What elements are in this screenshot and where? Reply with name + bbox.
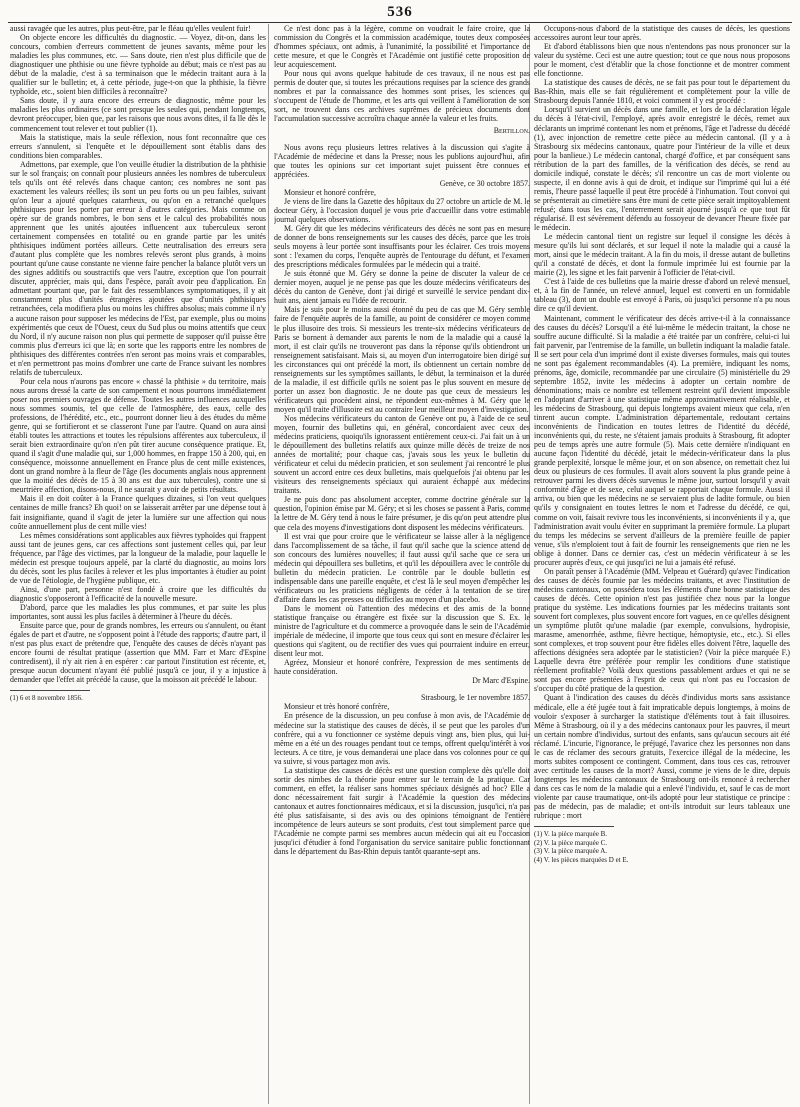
paragraph: Ainsi, d'une part, personne n'est fondé à croire que les difficultés du diagnostic s'opposeront à l'efficacité de la nouvelle mesure.	[10, 584, 266, 603]
paragraph: Quant à l'indication des causes du décès d'individus morts sans assistance médicale, elle a été jugée tout à fait impraticable depuis longtemps, à moins de vouloir s'exposer à surcharger la statistique d'éléments tout à fait illusoires. Même à Strasbourg, où il y a des médecins cantonaux pour les pauvres, il meurt un certain nombre d'individus, surtout des enfants, sans qu'aucun secours ait été réclamé. L'incurie, l'ignorance, le préjugé, l'avarice chez les personnes non dans le cas de réclamer des secours gratuits, l'exercice illégal de la médecine, les morts subites composent ce contingent. Comment, dans tous ces cas, retrouver avec certitude les causes de la mort? Aussi, comme je viens de le dire, depuis longtemps les médecins cantonaux de Strasbourg ont-ils renoncé à rechercher dans ces cas le nom de la maladie qui a enlevé l'individu, et, sauf le cas de mort violente par cause traumatique, ont-ils adopté pour leur statistique ce principe : pas de médecin, pas de maladie; et ont-ils introduit sur leurs tableaux une rubrique : mort	[534, 693, 790, 821]
footnote: (2) V. la pièce marquée C.	[534, 838, 608, 847]
footnote: (1) 6 et 8 novembre 1856.	[10, 694, 83, 703]
paragraph: Admettons, par exemple, que l'on veuille étudier la distribution de la phthisie sur le sol français; on connaît pour plusieurs années les nombres de tuberculeux tels qu'ils ont été relevés dans chaque canton; ces nombres ne sont pas exactement les valeurs réelles; ils sont un peu forts ou un peu faibles, suivant qu'on leur a ajouté quelques catarrheux, ou qu'on en a retranché quelques phthisiques pour les porter par erreur à d'autres catégories. Mais comme on opère sur de grands nombres, le bon sens et le calcul des probabilités nous apprennent que les unités ajoutées influencent aux tuberculeux seront certainement compensées en totalité ou en grande partie par les unités phthisiques indûment portées ailleurs. Cette neutralisation des erreurs sera d'autant plus complète que les nombres relevés seront plus grands, à moins pourtant qu'une cause constante ne vienne faire pencher la balance plutôt vers un des signes additifs ou soustractifs que vers l'autre, exception que l'on pourrait discuter, apprécier, mais qui, dans l'espèce, paraît avoir peu d'application. En admettant pourtant que, par le fait des ressemblances symptomatiques, il y ait constamment plus d'unités étrangères ajoutées que d'unités phthisiques retranchées, cela modifiera plus ou moins les chiffres absolus; mais comme il n'y a aucune raison pour supposer les médecins de l'Est, par exemple, plus ou moins expérimentés que ceux de l'Ouest, ceux du Sud plus ou moins attentifs que ceux du Nord, il n'y aucune raison non plus qui permette de supposer qu'il puisse être commis plus d'erreurs ici que là; en sorte que les rapports entre les nombres de phthisiques des différentes contrées n'en seront pas moins vrais et comparables, et n'en permettront pas moins d'ombrer une carte de France suivant les nombres relatifs de tuberculeux.	[10, 159, 266, 377]
paragraph: Il est vrai que pour croire que le vérificateur se laisse aller à la négligence dans l'accomplissement de sa tâche, il faut qu'il sache que la science attend de son concours des lumières nouvelles; il faut aussi qu'il sache que ce sera un médecin qui dépouillera ses bulletins, et qu'il les dépouillera avec le contrôle du bulletin du médecin praticien. Le contrôle par le double bulletin est indispensable dans une pareille enquête, et c'est là le seul moyen d'empêcher les vérificateurs ou les praticiens négligents de céder à la tentation de se tirer d'affaire dans les cas presses ou difficiles au moyen d'un placebo.	[274, 531, 530, 604]
letter-place-date: Strasbourg, le 1er novembre 1857.	[421, 693, 530, 703]
paragraph: Le médecin cantonal tient un registre sur lequel il consigne les décès à mesure qu'ils lui sont déclarés, et sur lequel il note la maladie qui a causé la mort, ainsi que le médecin traitant. A la fin du mois, il dresse autant de bulletins qu'il a constaté de décès, et dont la formule imprimée lui est fournie par la mairie (2), les signe et les fait parvenir à l'officier de l'état-civil.	[534, 232, 790, 278]
column-divider	[268, 24, 269, 1104]
paragraph: Pour nous qui avons quelque habitude de ces travaux, il ne nous est pas permis de douter que, si toutes les précautions requises par la science des grands nombres et par la connaissance des hommes sont prises, les sciences qui s'occupent de l'étude de l'homme, et les arts qui veillent à l'amélioration de son sort, ne trouvent dans ces archives suprêmes de précieux documents dont l'accumulation successive accroîtra chaque année la valeur et les fruits.	[274, 69, 530, 124]
column-3	[534, 24, 790, 1102]
paragraph: Je suis étonné que M. Géry se donne la peine de discuter la valeur de ce dernier moyen, auquel je ne pense pas que les douze médecins vérificateurs des décès du canton de Genève, dont j'ai dirigé et surveillé le service pendant dix-huit ans, aient jamais eu l'idée de recourir.	[274, 269, 530, 306]
paragraph: Maintenant, comment le vérificateur des décès arrive-t-il à la connaissance des causes du décès? Lorsqu'il a été lui-même le médecin traitant, la chose ne souffre aucune difficulté. Si la maladie a été traitée par un confrère, celui-ci lui fait parvenir, par l'entremise de la famille, un bulletin indiquant la maladie fatale. Il se sert pour cela d'un imprimé dont il existe diverses formules, mais qui toutes ne sont pas également recommandables (4). La première, indiquant les noms, prénoms, âge, domicile, recommandée par une circulaire (5) ministérielle du 29 septembre 1852, invite les médecins à adopter un certain nombre de dénominations; mais ce nombre est tellement restreint qu'il devient impossible en l'adoptant d'arriver à une statistique même approximativement réalisable, et les médecins de Strasbourg, qui depuis longtemps avaient mieux que cela, n'en tinrent aucun compte. L'administration départementale, redoutant certains inconvénients de l'indication en toutes lettres de l'identité du décédé, inconvénients qui, du reste, ne s'étaient jamais produits à Strasbourg, fit adopter peu de temps après une autre formule (5). Mais cette dernière n'indiquant en aucune façon l'identité du décédé, jetait le médecin-vérificateur dans la plus grande perplexité, lorsque le même jour, et on son absence, on remettait chez lui deux ou plusieurs de ces formules. Il avait alors souvent la plus grande peine à retrouver parmi les divers décès survenus le même jour, surtout lorsqu'il y avait conformité d'âge et de sexe, celui auquel se rapportait chaque formule. Aussi il arriva, ou bien que les médecins ne se servaient plus de ladite formule, ou bien qu'ils y consignaient en toutes lettres le nom et l'adresse du décédé, ce qui, comme on voit, faisait revivre tous les inconvénients, si inconvénients il y a, que l'administration avait voulu éviter en supprimant la première formule. La plupart du temps les médecins se servent d'ailleurs de la première feuille de papier venue, s'ils n'emploient tout à fait de fournir les renseignements que rien ne les oblige à donner. Dans ce dernier cas, c'est un médecin vérificateur à se les procurer auprès d'eux, ce qui jusqu'ici ne lui a jamais été refusé.	[534, 313, 790, 567]
paragraph: Dans le moment où l'attention des médecins et des amis de la bonne statistique française ou étrangère est fixée sur la discussion que S. Ex. le ministre de l'agriculture et du commerce a provoquée dans le sein de l'Académie impériale de médecine, il importe que tous ceux qui sont en mesure d'éclairer les questions qui s'agitent, ou de rectifier des vues qui pourraient induire en erreur, disent leur mot.	[274, 603, 530, 659]
paragraph: Mais la statistique, mais la seule réflexion, nous font reconnaître que ces erreurs s'annulent, si l'enquête et le dépouillement sont établis dans des conditions bien comparables.	[10, 132, 266, 160]
header-rule	[8, 22, 792, 23]
paragraph: D'abord, parce que les maladies les plus communes, et par suite les plus importantes, sont aussi les plus faciles à déterminer à l'heure du décès.	[10, 603, 266, 622]
signature: Dr Marc d'Espine.	[472, 676, 530, 686]
paragraph: Agréez, Monsieur et honoré confrère, l'expression de mes sentiments de haute considération.	[274, 658, 530, 677]
paragraph: On objecte encore les difficultés du diagnostic. — Voyez, dit-on, dans les concours, combien d'erreurs commettent de jeunes savants, même pour les maladies les plus communes, etc. — Sans doute, rien n'est plus difficile que de diagnostiquer une phthisie ou une fièvre typhoïde au début; mais ce n'est pas au début de la maladie, c'est à sa terminaison que le médecin traitant aura à la qualifier sur le bulletin; et, à cette période, juge-t-on que la phthisie, la fièvre typhoïde, etc., soient bien difficiles à reconnaître?	[10, 33, 266, 97]
letter-place-date: Genève, ce 30 octobre 1857.	[439, 178, 530, 188]
paragraph: M. Géry dit que les médecins vérificateurs des décès ne sont pas en mesure de donner de bons renseignements sur les causes des décès, parce que les trois seuls moyens à leur portée sont insuffisants pour les éclairer. Ces trois moyens sont : l'examen du corps, l'enquête auprès de l'entourage du défunt, et l'examen des prescriptions médicales formulées par le médecin qui a traité.	[274, 223, 530, 270]
paragraph: Occupons-nous d'abord de la statistique des causes de décès, les questions accessoires auront leur tour après.	[534, 24, 790, 43]
paragraph: La statistique des causes de décès est une question complexe dès qu'elle doit sortir des nimbes de la théorie pour entrer sur le terrain de la pratique. Car comment, en effet, la réaliser sans hommes spéciaux désignés ad hoc? Elle a donc nécessairement fait surgir à l'Académie la question des médecins cantonaux et autres fonctionnaires médicaux, et si la discussion, jusqu'ici, n'a pas été plus satisfaisante, si des avis ou des opinions témoignant de l'entière incompétence de leurs auteurs se sont produits, c'est tout simplement parce que l'Académie ne compte parmi ses membres aucun médecin qui ait eu l'occasion jusqu'ici d'étudier à fond l'organisation du service sanitaire public fonctionnant dans le département du Bas-Rhin depuis tantôt quarante-sept ans.	[274, 765, 530, 857]
letter-salutation: Monsieur et honoré confrère,	[284, 187, 377, 197]
paragraph: Sans doute, il y aura encore des erreurs de diagnostic, même pour les maladies les plus ordinaires (ce sont presque les seules qui, pendant longtemps, devront préoccuper, bien que, par les raisons que nous avons dites, il fa lle dès le commencement tout relever et tout publier (1).	[10, 96, 266, 133]
paragraph: Je viens de lire dans la Gazette des hôpitaux du 27 octobre un article de M. le docteur Géry, à l'occasion duquel je vous prie d'accueillir dans votre estimable journal quelques observations.	[274, 196, 530, 224]
paragraph: En présence de la discussion, un peu confuse à mon avis, de l'Académie de médecine sur la statistique des causes de décès, il se peut que les paroles d'un confrère, qui a vu fonctionner ce système depuis vingt ans, bien plus, qui lui-même en a été un des rouages pendant tout ce temps, offrent quelqu'intérêt à vos lecteurs. A ce titre, je vous demanderai une place dans vos colonnes pour ce qui va suivre, si vous partagez mon avis.	[274, 711, 530, 766]
footnote-rule	[534, 826, 614, 827]
paragraph: Mais il en doit coûter à la France quelques dizaines, si l'on veut quelques centaines de mille francs? Eh quoi! on se laisserait arrêter par une dépense tout à fait insignifiante, quand il s'agit de jeter la lumière sur une affection qui nous coûte annuellement plus de cent mille vies!	[10, 494, 266, 531]
letter-salutation: Monsieur et très honoré confrère,	[284, 702, 390, 712]
paragraph: Nos médecins vérificateurs du canton de Genève ont pu, à l'aide de ce seul moyen, fournir des bulletins qui, en général, concordaient avec ceux des médecins praticiens, quoiqu'ils ignorassent entièrement ceux-ci. J'ai fait un à un le dépouillement des bulletins relatifs aux quinze mille décès de treize de nos années de mortalité; pour chaque cas, j'avais sous les yeux le bulletin du vérificateur et celui du médecin praticien, et son seulement j'ai rencontré le plus souvent un accord entre ces deux bulletins, mais quelquefois j'ai obtenu par les visiteurs des renseignements spéciaux qui auraient échappé aux médecins traitants.	[274, 413, 530, 496]
paragraph: Nous avons reçu plusieurs lettres relatives à la discussion qui s'agite à l'Académie de médecine et dans la Presse; nous les publions aujourd'hui, afin que toutes les opinions sur cet important sujet puissent être connues et appréciées.	[274, 142, 530, 179]
paragraph: Je ne puis donc pas absolument accepter, comme doctrine générale sur la question, l'opinion émise par M. Géry; et si les choses se passent à Paris, comme la lettre de M. Géry tend à nous le faire présumer, je dis qu'on peut attendre plus que cela des moyens d'investigations dont disposent les médecins vérificateurs.	[274, 495, 530, 532]
paragraph: aussi ravagée que les autres, plus peut-être, par le fléau qu'elles veulent fuir!	[10, 24, 251, 33]
footnote-rule	[10, 690, 90, 691]
column-2	[274, 24, 530, 1102]
paragraph: Pour cela nous n'aurons pas encore « chassé la phthisie » du territoire, mais nous aurons dressé la carte de son campement et nous pourrons immédiatement poser nos premiers ouvrages de défense. Toutes les autres influences auxquelles nous sommes soumis, tel que celle de l'atmosphère, des eaux, celle des professions, de l'hérédité, etc., etc., pourront donner lieu à des études du même genre, qui se fortifieront et se classeront l'une par l'autre. Quand on aura ainsi établi toutes les attractions et toutes les répulsions afférentes aux tuberculeux, il serait bien extraordinaire qu'on n'en pût tirer aucune conséquence pratique. Et, quand il s'agit d'une maladie qui, sur 1,000 hommes, en frappe 150 à 200, qui, en conséquence, moissonne annuellement en France plus de cent mille existences, dont un grand nombre à la fleur de l'âge (les documents anglais nous apprennent que la moitié des décès de 15 à 30 ans est due aux tubercules), contre une si meurtrière affection, disons-nous, il ne saurait y avoir de petits résultats.	[10, 376, 266, 495]
page-number: 536	[387, 4, 413, 20]
signature: Bertillon.	[493, 125, 530, 135]
footnote: (1) V. la pièce marquée B.	[534, 830, 608, 839]
paragraph: Mais je suis pour le moins aussi étonné du peu de cas que M. Géry semble faire de l'enquête auprès de la famille, au point de considérer ce moyen comme le plus illusoire des trois. Si messieurs les trente-six médecins vérificateurs de Paris se bornent à demander aux parents le nom de la maladie qui a causé la mort, il est clair qu'ils ne trouveront pas dans la réponse qu'ils obtiendront un renseignement satisfaisant. Mais si, au moyen d'un interrogatoire bien dirigé sur les circonstances qui ont précédé la mort, ils obtiennent un certain nombre de renseignements sur les symptômes saillants, le début, la terminaison et la durée de la maladie, il est difficile qu'ils ne soient pas le plus souvent en mesure de porter un assez bon diagnostic. Je ne doute pas que ceux de messieurs les vérificateurs qui procèdent ainsi, ne répondent eux-mêmes à M. Géry que le moyen qu'il traite d'illusoire est au contraire leur meilleur moyen d'investigation.	[274, 305, 530, 414]
footnote: (4) V. les pièces marquées D et E.	[534, 855, 629, 864]
paragraph: Ce n'est donc pas à la légère, comme on voudrait le faire croire, que la commission du Congrès et la commission académique, toutes deux composées d'hommes spéciaux, ont admis, à l'unanimité, la possibilité et l'importance de cette mesure, et que le Congrès et l'Académie ont justifié cette proposition de leur acquiescement.	[274, 24, 530, 70]
paragraph: Lorsqu'il survient un décès dans une famille, et lors de la déclaration légale du décès à l'état-civil, l'employé, après avoir enregistré le décès, remet aux déclarants un imprimé contenant les nom et prénoms, l'âge et l'adresse du décédé (1), avec injonction de remettre cette pièce au médecin cantonal. (Il y a à Strasbourg six médecins cantonaux, quatre pour l'intérieur de la ville et deux pour la banlieue.) Le médecin cantonal, chargé d'office, et par conséquent sans rétribution de la part des familles, de la vérification des décès, se rend au domicile indiqué, constate le décès; s'il rencontre un cas de mort violente ou suspecte, il en donne avis à qui de droit, et indique sur l'imprimé qui lui a été remis, l'heure passé laquelle il peut être procédé à l'inhumation. Tout convoi qui se présenterait au cimetière sans être muni de cette pièce serait impitoyablement refusé; dans tous les cas, l'enterrement serait ajourné jusqu'à ce que tout fût régularisé. Il est sévèrement défendu au fossoyeur de devancer l'heure fixée par le médecin.	[534, 105, 790, 233]
paragraph: C'est à l'aide de ces bulletins que la mairie dresse d'abord un relevé mensuel, et, à la fin de l'année, un relevé annuel, lequel est converti en un formidable tableau (3), dont un double est envoyé à Paris, où jusqu'ici personne n'a pu nous dire ce qu'il devient.	[534, 277, 790, 314]
paragraph: On paraît penser à l'Académie (MM. Velpeau et Guérard) qu'avec l'indication des causes de décès fournie par les médecins traitants, et avec l'institution de médecins cantonaux, on possédera tous les éléments d'une bonne statistique des causes de décès. Cette opinion n'est pas justifiée chez nous par la longue pratique du système. Les indications fournies par les médecins traitants sont souvent fort complexes, plus souvent encore fort vagues, en ce qu'elles désignent un symptôme plutôt qu'une maladie (par exemple, convulsions, hydropisie, marasme, amenorrhée, asthme, fièvre hectique, hémoptysie, etc., etc.). Si elles sont complexes, et trop souvent pour être fidèles elles doivent l'être, laquelle des affections désignées sera adoptée par le statisticien? (Voir la pièce marquée F.) Laquelle devra être préférée pour remplir les conditions d'une statistique réellement profitable? Voilà deux questions passablement ardues et qui ne se sont pas encore présentées à l'esprit de ceux qui n'ont pas eu l'occasion de s'occuper du côté pratique de la question.	[534, 566, 790, 694]
section-break	[274, 685, 530, 693]
paragraph: La statistique des causes de décès, ne se fait pas pour tout le département du Bas-Rhin, mais elle se fait régulièrement et complètement pour la ville de Strasbourg depuis l'année 1810, et voici comment il y est procédé :	[534, 78, 790, 106]
paragraph: Les mêmes considérations sont applicables aux fièvres typhoïdes qui frappent aussi tant de jeunes gens, car ces affections sont justement celles qui, par leur fréquence, par l'âge des victimes, par la longueur de la maladie, pour laquelle le médecin est presque toujours appelé, par la clarté du diagnostic, au moins lors du décès, sont les plus faciles à relever et les plus importantes à étudier au point de vue de l'étiologie, de l'hygiène publique, etc.	[10, 530, 266, 585]
footnote: (3) V. la pièce marquée A.	[534, 847, 608, 856]
paragraph: Et d'abord établissons bien que nous n'entendons pas nous prononcer sur la valeur du système. Ceci est une autre question; tout ce que nous nous proposons pour le moment, c'est d'établir que la chose fonctionne et de montrer comment elle fonctionne.	[534, 42, 790, 79]
paragraph: Ensuite parce que, pour de grands nombres, les erreurs ou s'annulent, ou étant égales de part et d'autre, ne s'opposent point à l'étude des rapports; d'autre part, il n'est pas plus exact de prétendre que, l'enquête des causes de décès n'ayant pas encore fourni de résultat pratique (assertion que MM. Farr et Marc d'Espine contredisent), il n'y ait rien à en espérer : car partout l'institution est récente, et, presque aucun document n'ayant été publié jusqu'à ce jour, il y a injustice à demander que l'effet ait précédé la cause, que la moisson ait précédé le labour.	[10, 621, 266, 685]
section-break	[274, 135, 530, 143]
column-1	[10, 24, 266, 1102]
